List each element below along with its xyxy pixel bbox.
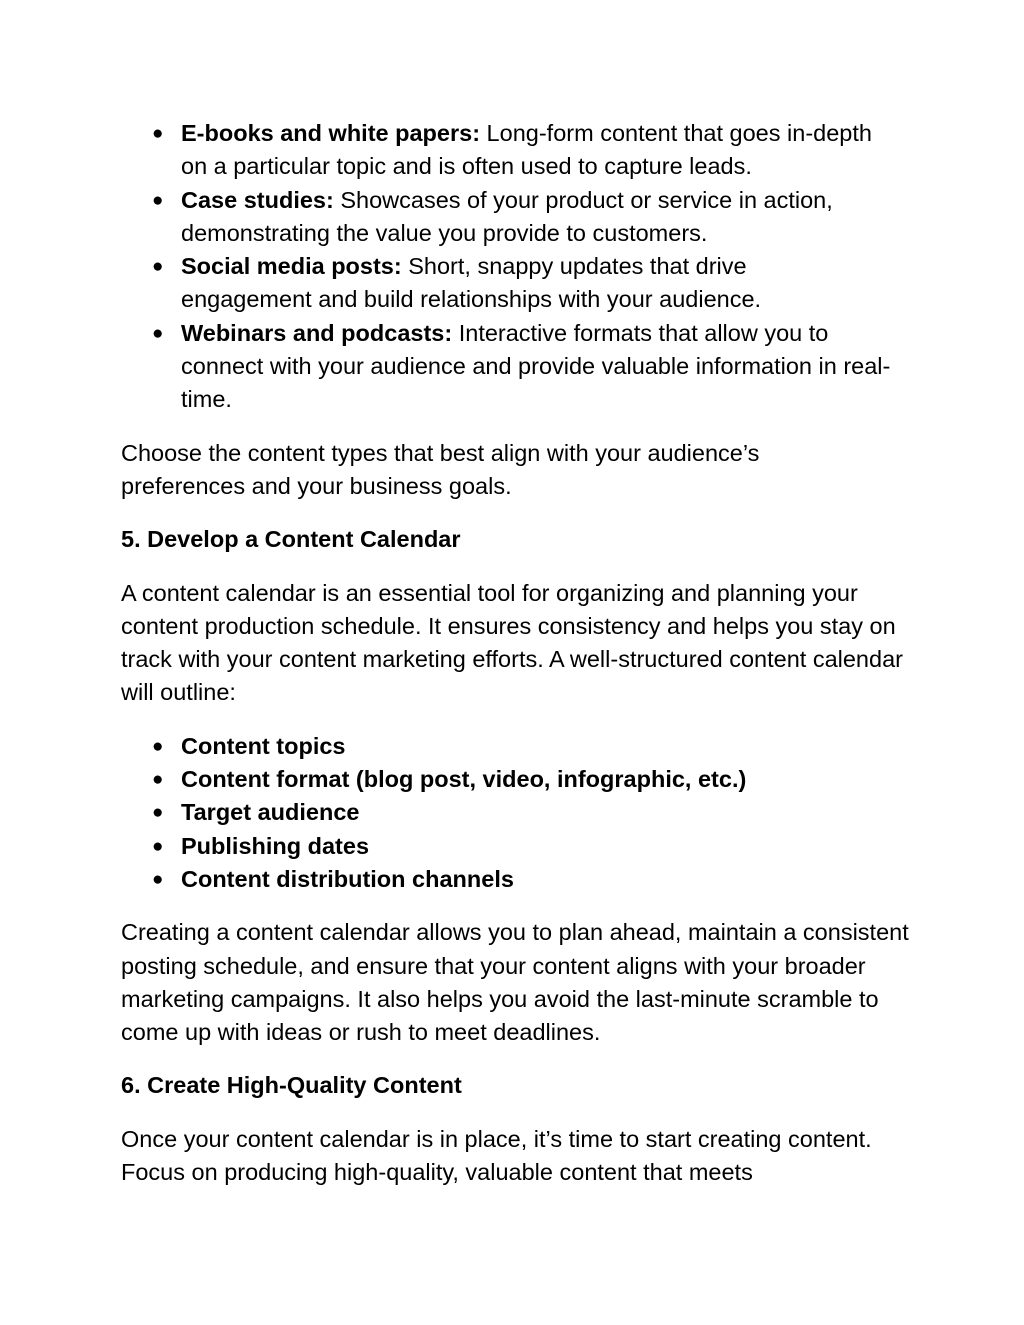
bullet-icon: ●: [152, 123, 164, 144]
bullet-icon: ●: [152, 868, 164, 890]
list-item-term: E-books and white papers:: [181, 120, 481, 146]
list-item-desc: Short, snappy updates that drive engagement and build relationships with your audience.: [181, 253, 762, 313]
list-item-text: Content distribution channels: [181, 865, 514, 892]
list-item-term: Social media posts:: [181, 253, 402, 280]
list-item: [152, 863, 911, 896]
content-types-list: [121, 117, 911, 417]
section-heading: 5. Develop a Content Calendar: [121, 526, 461, 553]
list-item-term: Case studies:: [181, 186, 334, 213]
list-item: [152, 117, 901, 184]
paragraph: A content calendar is an essential tool for organizing and planning your content production schedule. It ensures consistency and helps you stay on track with your content marketing efforts. A well-structured content calendar will outline:: [121, 579, 903, 706]
paragraph: Choose the content types that best align with your audience’s preferences and your business goals.: [121, 439, 760, 499]
paragraph: Once your content calendar is in place, it’s time to start creating content. Focus on producing high-quality, valuable content that meets: [121, 1125, 872, 1186]
list-item-text: Publishing dates: [181, 832, 370, 859]
bullet-icon: ●: [152, 802, 164, 824]
bullet-icon: ●: [152, 322, 164, 344]
bullet-icon: ●: [152, 189, 164, 211]
list-item: [152, 830, 911, 863]
document-page: [121, 117, 911, 1189]
bullet-icon: ●: [152, 735, 164, 757]
list-item: [152, 763, 911, 796]
list-item-desc: Interactive formats that allow you to connect with your audience and provide valuable information in real-time.: [181, 319, 891, 413]
list-item: [152, 184, 901, 251]
section-heading: 6. Create High-Quality Content: [121, 1072, 462, 1099]
bullet-icon: ●: [152, 835, 164, 857]
list-item: [152, 796, 911, 829]
paragraph: Creating a content calendar allows you to plan ahead, maintain a consistent posting schedule, and ensure that your content aligns with your broader marketing campaigns. It also helps you avoid the last-minute scramble to come up with ideas or rush to meet deadlines.: [121, 919, 909, 1046]
list-item-term: Webinars and podcasts:: [181, 319, 453, 346]
list-item-text: Target audience: [181, 799, 360, 826]
list-item: [152, 317, 901, 417]
list-item-desc: Showcases of your product or service in action, demonstrating the value you provide to customers.: [181, 186, 833, 246]
list-item-text: Content format (blog post, video, infographic, etc.): [181, 766, 747, 793]
list-item: [152, 250, 861, 317]
bullet-icon: ●: [152, 256, 164, 278]
list-item-desc: Long-form content that goes in-depth on a particular topic and is often used to capture leads.: [181, 120, 872, 180]
list-item-text: Content topics: [181, 732, 346, 759]
bullet-icon: ●: [152, 769, 164, 791]
calendar-outline-list: [121, 730, 911, 896]
list-item: [152, 730, 911, 763]
